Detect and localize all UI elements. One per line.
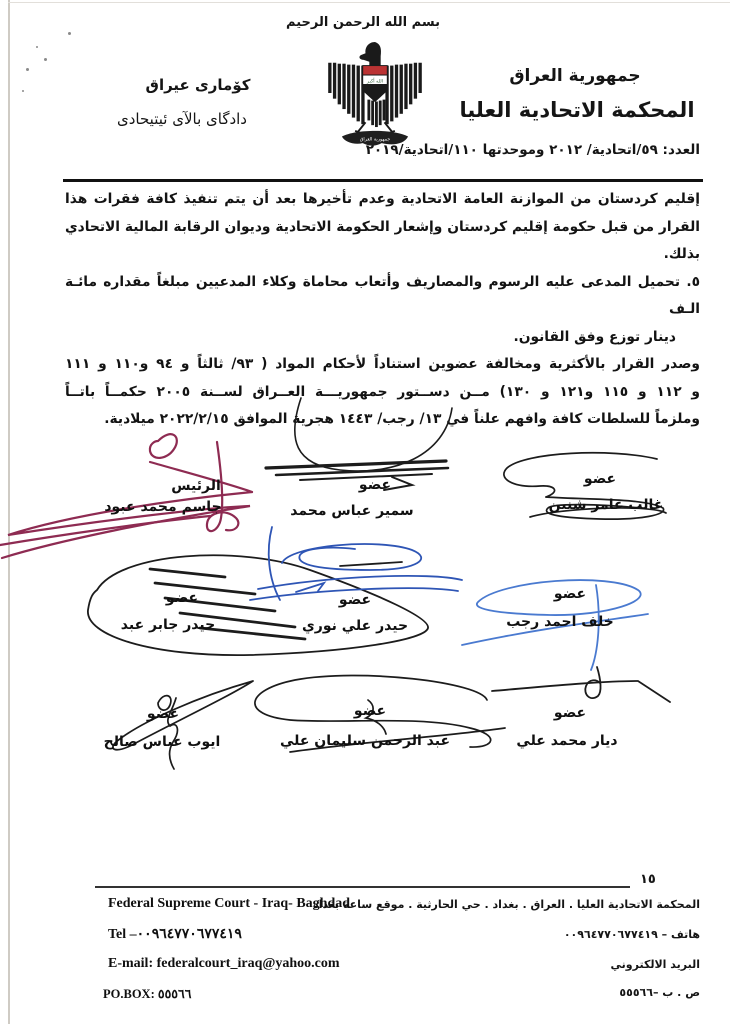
footer-email-english: E-mail: federalcourt_iraq@yahoo.com <box>108 956 340 971</box>
footer-phone-arabic: هاتف – ٠٠٩٦٤٧٧٠٦٧٧٤١٩ <box>563 928 700 941</box>
scan-edge-left <box>8 0 10 1024</box>
signer-name: سمير عباس محمد <box>290 503 414 519</box>
body-line: وملزماً للسلطات كافة وافهم علناً في ١٣/ رجب/ ١٤٤٣ هجرية الموافق ٢٠٢٢/٢/١٥ ميلادية. <box>104 411 700 427</box>
signature-haidar-jabir-abd-ink <box>88 555 428 655</box>
signer-name: ايوب عباس صالح <box>103 734 221 750</box>
scan-speck <box>44 58 47 61</box>
body-line: ٥. تحميل المدعى عليه الرسوم والمصاريف وأتعاب محاماة وكلاء المدعيين مبلغاً مقداره مائـة الـف <box>65 273 700 317</box>
scan-speck <box>36 46 38 48</box>
body-line: وصدر القرار بالأكثرية ومخالفة عضوين استناداً لأحكام المواد ( ٩٣/ ثالثاً و ٩٤ و١١٠ و ١١١ <box>65 356 700 372</box>
footer-divider <box>95 886 630 888</box>
footer-pobox-arabic: ص . ب –٥٥٥٦٦ <box>619 986 700 999</box>
footer-tel-english: Tel –٠٠٩٦٤٧٧٠٦٧٧٤١٩ <box>108 927 242 942</box>
header-country-kurdish: كۆمارى عيراق <box>145 76 251 94</box>
body-line: دينار توزع وفق القانون. <box>513 328 676 345</box>
scan-speck <box>22 90 24 92</box>
svg-text:الله أكبر: الله أكبر <box>367 79 383 85</box>
footer-pobox-english: PO.BOX: ٥٥٥٦٦ <box>103 987 192 1001</box>
signer-title: عضو <box>146 706 180 722</box>
signature-diyar-mohammed-ali-ink <box>492 667 670 702</box>
basmala: بسم الله الرحمن الرحيم <box>286 15 440 30</box>
signer-name: خلف احمد رجب <box>506 614 614 630</box>
iraq-eagle-emblem-icon <box>323 36 427 150</box>
page-number: ١٥ <box>640 872 656 887</box>
case-number: العدد: ٥٩/اتحادية/ ٢٠١٢ وموحدتها ١١٠/اتحادية/٢٠١٩ <box>365 142 700 158</box>
signer-title: عضو <box>553 705 587 721</box>
header-divider <box>63 179 703 182</box>
header-court-arabic: المحكمة الاتحادية العليا <box>459 98 695 122</box>
signer-name: عبد الرحمن سليمان علي <box>279 733 451 749</box>
signer-name: حيدر جابر عبد <box>120 617 216 633</box>
signature-jasim-mohammed-aboud-ink <box>0 434 252 558</box>
scan-speck <box>26 68 29 71</box>
scan-speck <box>68 32 71 35</box>
body-line: إقليم كردستان من الموازنة العامة الاتحادية وعدم تأخيرها بعد أن يتم تنفيذ كافة فقرات هذا <box>65 191 700 207</box>
header-court-kurdish: دادگاى بالآى ئيتيحادى <box>117 110 247 128</box>
footer-address-arabic: المحكمة الاتحادية العليا . العراق . بغداد . حي الحارثية . موقع ساعة بغداد <box>313 898 700 911</box>
footer-email-label-arabic: البريد الالكتروني <box>610 958 700 971</box>
body-line: و ١١٢ و ١١٥ و١٢١ و ١٣٠) مــن دســتور جمهوريـــة العــراق لســنة ٢٠٠٥ حكمــاً باتــاً <box>65 383 700 400</box>
scan-edge-top <box>8 2 730 3</box>
signer-title: عضو <box>338 592 372 608</box>
signature-ayoub-abbas-salih-ink <box>113 681 253 769</box>
signer-title: الرئيس <box>171 478 221 494</box>
signer-title: عضو <box>553 586 587 602</box>
signer-title: عضو <box>165 590 199 606</box>
header-country-arabic: جمهورية العراق <box>509 66 641 86</box>
decision-text <box>65 186 700 434</box>
body-line: بذلك. <box>663 246 700 262</box>
signer-title: عضو <box>358 477 392 493</box>
svg-text:جمهورية العراق: جمهورية العراق <box>359 137 391 143</box>
signer-name: حيدر علي نوري <box>301 618 409 634</box>
signer-name: ديار محمد علي <box>516 733 618 749</box>
signer-name: غالب عامر شنين <box>548 497 664 513</box>
footer-court-name-english: Federal Supreme Court - Iraq- Baghdad <box>108 896 351 911</box>
body-line: القرار من قبل حكومة إقليم كردستان وإشعار الحكومة الاتحادية وديوان الرقابة المالية الاتحادي <box>65 218 700 235</box>
signature-haidar-ali-nouri-ink <box>250 527 462 600</box>
signer-title: عضو <box>353 703 387 719</box>
signer-name: جاسم محمد عبود <box>104 499 222 515</box>
signer-title: عضو <box>583 471 617 487</box>
